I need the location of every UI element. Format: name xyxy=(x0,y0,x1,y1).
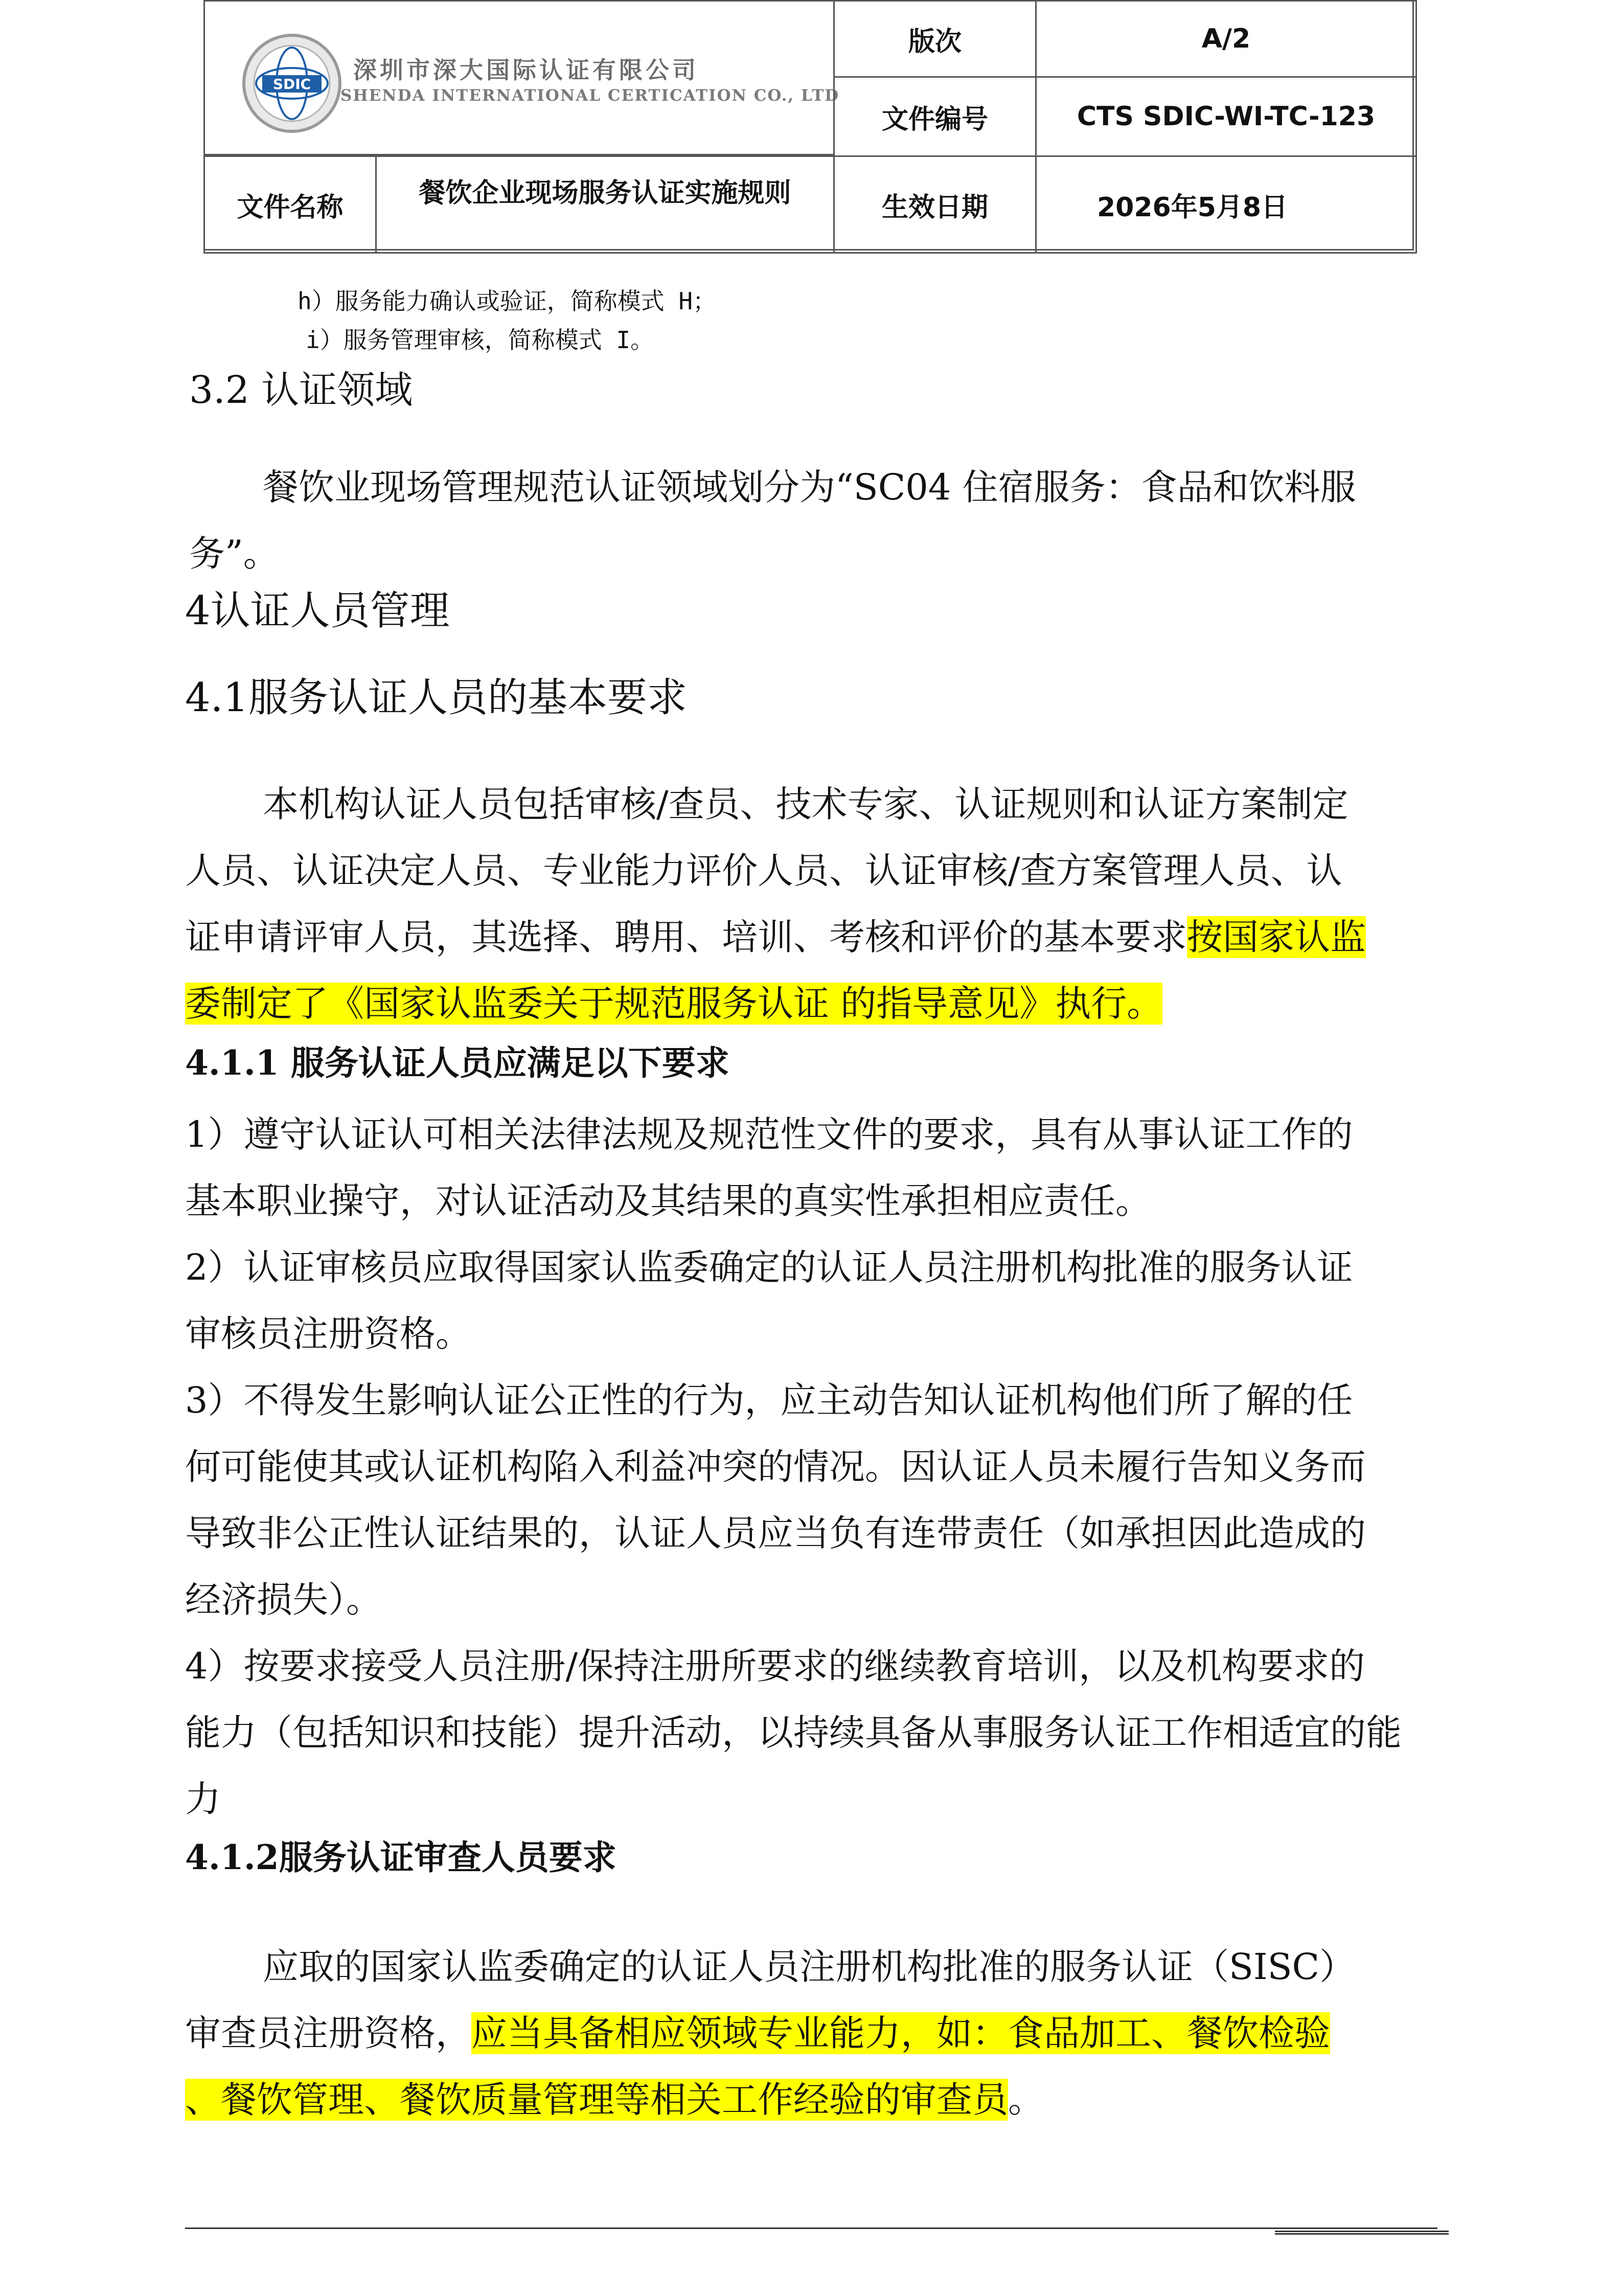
effective-date-label: 生效日期 xyxy=(833,155,1037,254)
requirement-4-cont: 力 xyxy=(185,1778,221,1820)
requirement-2-cont: 审核员注册资格。 xyxy=(185,1313,471,1355)
company-name-cn: 深圳市深大国际认证有限公司 xyxy=(353,56,699,84)
requirement-3-cont: 何可能使其或认证机构陷入利益冲突的情况。因认证人员未履行告知义务而 xyxy=(185,1446,1366,1488)
footer-double-rule xyxy=(1275,2231,1449,2235)
paragraph-line: 应取的国家认监委确定的认证人员注册机构批准的服务认证（SISC） xyxy=(263,1946,1356,1988)
company-name-en: SHENDA INTERNATIONAL CERTICATION CO., LTD xyxy=(340,86,840,105)
requirement-3-cont: 导致非公正性认证结果的，认证人员应当负有连带责任（如承担因此造成的 xyxy=(185,1512,1366,1554)
requirement-4: 4）按要求接受人员注册/保持注册所要求的继续教育培训，以及机构要求的 xyxy=(185,1645,1365,1687)
paragraph-line: 本机构认证人员包括审核/查员、技术专家、认证规则和认证方案制定 xyxy=(263,783,1348,825)
logo-text: SDIC xyxy=(272,76,311,93)
highlighted-text: 按国家认监 xyxy=(1187,916,1366,958)
list-item-h: h）服务能力确认或验证，简称模式 H； xyxy=(298,287,717,315)
paragraph-text: 证申请评审人员，其选择、聘用、培训、考核和评价的基本要求 xyxy=(185,916,1187,958)
subsection-heading-4-1-1: 4.1.1 服务认证人员应满足以下要求 xyxy=(185,1043,729,1083)
paragraph-line: 餐饮业现场管理规范认证领域划分为“SC04 住宿服务：食品和饮料服 xyxy=(263,466,1356,508)
section-heading-3-2: 3.2 认证领域 xyxy=(189,368,413,412)
requirement-3-cont: 经济损失）。 xyxy=(185,1579,382,1621)
paragraph-line xyxy=(185,2012,1330,2054)
subsection-heading-4-1-2: 4.1.2服务认证审查人员要求 xyxy=(185,1837,616,1877)
requirement-1: 1）遵守认证认可相关法律法规及规范性文件的要求，具有从事认证工作的 xyxy=(185,1113,1353,1155)
requirement-1-cont: 基本职业操守，对认证活动及其结果的真实性承担相应责任。 xyxy=(185,1180,1151,1222)
document-header-table xyxy=(203,0,1414,251)
effective-date-value: 2026年5月8日 xyxy=(1035,155,1417,254)
requirement-3: 3）不得发生影响认证公正性的行为，应主动告知认证机构他们所了解的任 xyxy=(185,1379,1353,1421)
paragraph-text: 审查员注册资格， xyxy=(185,2012,471,2054)
requirement-2: 2）认证审核员应取得国家认监委确定的认证人员注册机构批准的服务认证 xyxy=(185,1246,1353,1288)
footer-divider xyxy=(185,2227,1437,2229)
document-name-value: 餐饮企业现场服务认证实施规则 xyxy=(375,155,835,254)
paragraph-line: 人员、认证决定人员、专业能力评价人员、认证审核/查方案管理人员、认 xyxy=(185,850,1342,892)
section-heading-4: 4认证人员管理 xyxy=(185,588,450,634)
company-logo-cell xyxy=(203,0,840,155)
document-number-label: 文件编号 xyxy=(833,76,1037,157)
document-number-value: CTS SDIC-WI-TC-123 xyxy=(1035,76,1417,157)
highlighted-text: 委制定了《国家认监委关于规范服务认证 的指导意见》执行。 xyxy=(185,983,1163,1025)
paragraph-line xyxy=(185,2079,1044,2121)
requirement-4-cont: 能力（包括知识和技能）提升活动，以持续具备从事服务认证工作相适宜的能 xyxy=(185,1712,1402,1754)
paragraph-line xyxy=(185,916,1366,958)
company-logo-icon xyxy=(241,32,343,134)
document-name-label: 文件名称 xyxy=(203,155,377,254)
version-value: A/2 xyxy=(1035,0,1417,78)
paragraph-line: 务”。 xyxy=(189,533,279,575)
list-item-i: i）服务管理审核，简称模式 I。 xyxy=(306,326,654,354)
version-label: 版次 xyxy=(833,0,1037,78)
paragraph-text: 。 xyxy=(1008,2079,1044,2121)
paragraph-line xyxy=(185,983,1163,1025)
section-heading-4-1: 4.1服务认证人员的基本要求 xyxy=(185,675,688,721)
highlighted-text: 、餐饮管理、餐饮质量管理等相关工作经验的审查员 xyxy=(185,2079,1008,2121)
highlighted-text: 应当具备相应领域专业能力，如：食品加工、餐饮检验 xyxy=(471,2012,1330,2054)
